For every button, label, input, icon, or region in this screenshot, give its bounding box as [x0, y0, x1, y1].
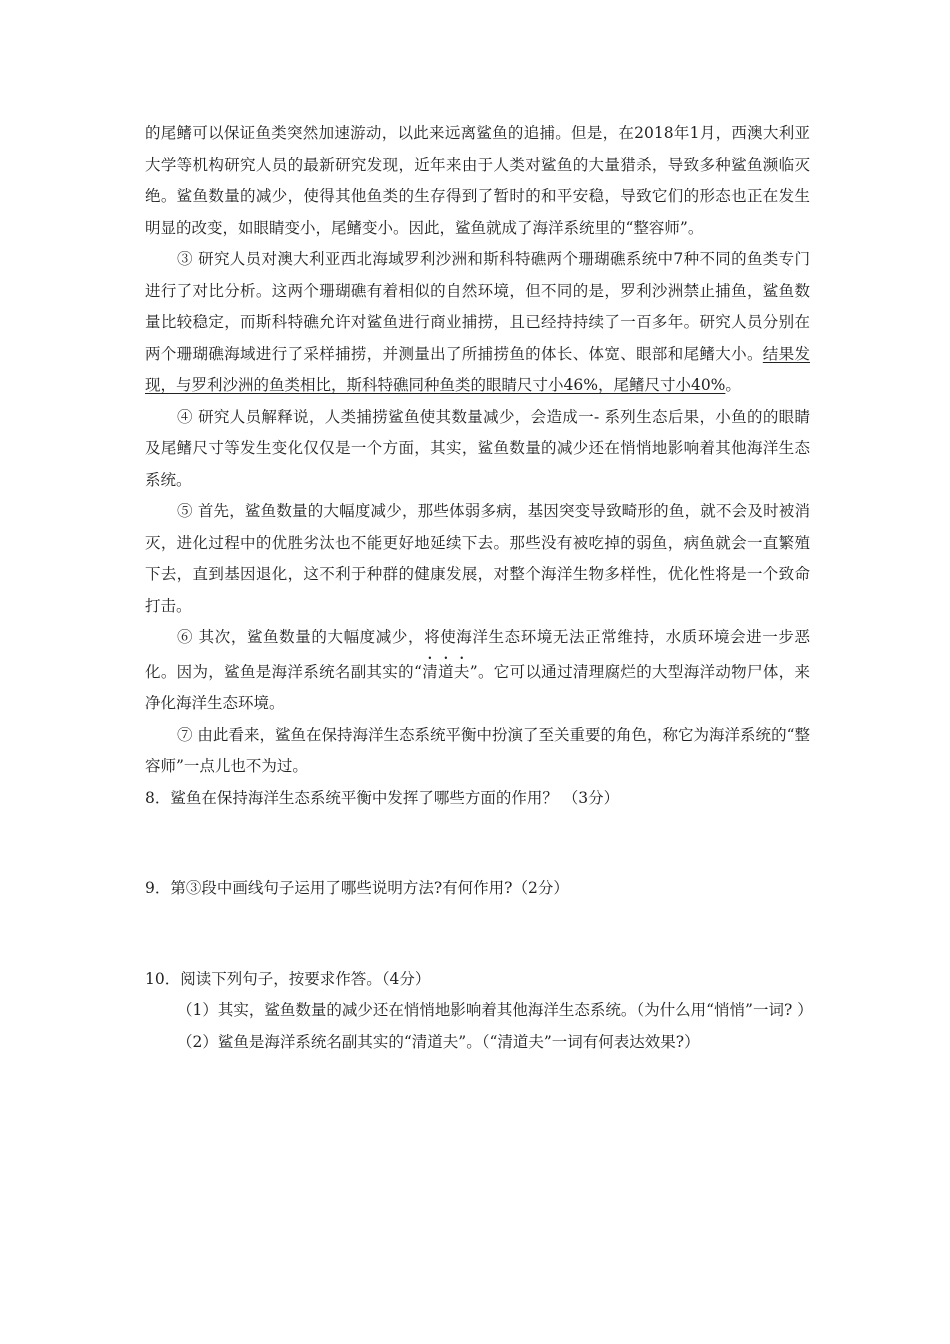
answer-space-8 [145, 814, 810, 873]
paragraph-3-end: 。 [725, 376, 741, 394]
paragraph-5 [145, 496, 810, 622]
question-9: 9．第③段中画线句子运用了哪些说明方法?有何作用?（2分） [145, 879, 569, 897]
paragraph-7-text: ⑦ 由此看来，鲨鱼在保持海洋生态系统平衡中扮演了至关重要的角色，称它为海洋系统的“整容师”一点儿也不为过。 [145, 725, 810, 775]
paragraph-6-text-before: ⑥ 其次，鲨鱼数量的大幅度减少，将使海洋生态环境无法正常维持，水质环境会进一步恶化。因为，鲨鱼是海洋系统名副其实的“ [145, 628, 810, 681]
paragraph-continued-text: 的尾鳍可以保证鱼类突然加速游动，以此来远离鲨鱼的追捕。但是，在2018年1月，西澳大利亚大学等机构研究人员的最新研究发现，近年来由于人类对鲨鱼的大量猎杀，导致多种鲨鱼濒临灭绝。鲨鱼数量的减少，使得其他鱼类的生存得到了暂时的和平安稳，导致它们的形态也正在发生明显的改变，如眼睛变小，尾鳍变小。因此，鲨鱼就成了海洋系统里的“整容师”。 [145, 124, 810, 237]
paragraph-6-text-after: ”。它可以通过清理腐烂的大型海洋动物尸体，来净化海洋生态环境。 [145, 662, 810, 712]
question-8: 8．鲨鱼在保持海洋生态系统平衡中发挥了哪些方面的作用？ （3分） [145, 788, 620, 807]
underlined-sentence: 结果发现，与罗利沙洲的鱼类相比，斯科特礁同种鱼类的眼睛尺寸小46%，尾鳍尺寸小40% [145, 344, 810, 394]
paragraph-5-text: ⑤ 首先，鲨鱼数量的大幅度减少，那些体弱多病，基因突变导致畸形的鱼，就不会及时被消灭，进化过程中的优胜劣汰也不能更好地延续下去。那些没有被吃掉的弱鱼，病鱼就会一直繁殖下去，直到基因退化，这不利于种群的健康发展，对整个海洋生物多样性，优化性将是一个致命打击。 [145, 502, 810, 615]
paragraph-7 [145, 720, 810, 783]
paragraph-6 [145, 622, 810, 720]
dotted-emphasis-word: 清道夫 [421, 662, 470, 681]
paragraph-3 [145, 244, 810, 402]
question-10: 10．阅读下列句子，按要求作答。（4分） [145, 969, 431, 988]
document-page [145, 118, 813, 1058]
question-10-part-1: （1）其实，鲨鱼数量的减少还在悄悄地影响着其他海洋生态系统。（为什么用“悄悄”一词? ） [177, 1001, 813, 1019]
paragraph-4 [145, 402, 810, 497]
paragraph-continued [145, 118, 810, 244]
answer-space-9 [145, 905, 810, 964]
question-10-part-2: （2）鲨鱼是海洋系统名副其实的“清道夫”。（“清道夫”一词有何表达效果?） [177, 1032, 700, 1051]
paragraph-4-text: ④ 研究人员解释说，人类捕捞鲨鱼使其数量减少，会造成一- 系列生态后果，小鱼的的眼睛及尾鳍尺寸等发生变化仅仅是一个方面，其实，鲨鱼数量的减少还在悄悄地影响着其他海洋生态系统。 [145, 407, 810, 489]
paragraph-3-text: ③ 研究人员对澳大利亚西北海域罗利沙洲和斯科特礁两个珊瑚礁系统中7种不同的鱼类专门进行了对比分析。这两个珊瑚礁有着相似的自然环境，但不同的是，罗利沙洲禁止捕鱼，鲨鱼数量比较稳定，而斯科特礁允许对鲨鱼进行商业捕捞，且已经持持续了一百多年。研究人员分别在两个珊瑚礁海域进行了采样捕捞，并测量出了所捕捞鱼的体长、体宽、眼部和尾鳍大小。 [145, 250, 810, 363]
